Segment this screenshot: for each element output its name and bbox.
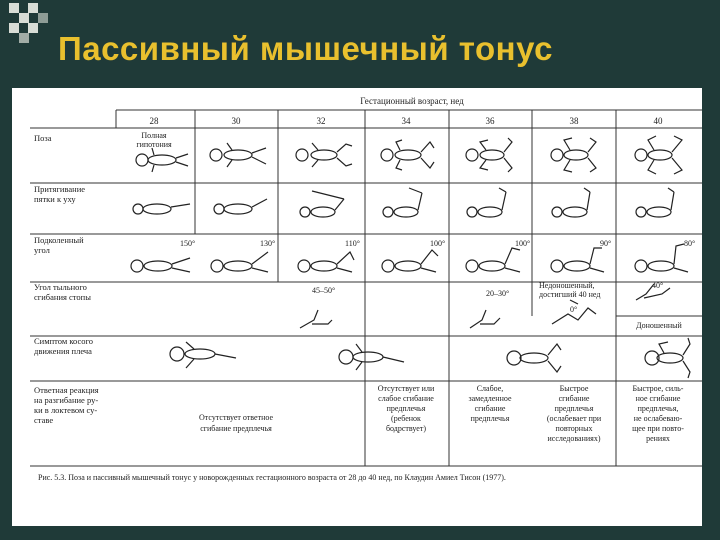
popliteal-figure [298, 252, 354, 272]
dorsiflexion-note: Недоношенный, [539, 281, 595, 290]
elbow-38: повторных [555, 424, 593, 433]
scarf-figure [170, 342, 236, 368]
popliteal-figure [382, 250, 438, 272]
elbow-40: не ослабеваю- [633, 414, 683, 423]
posture-note: Полная [141, 131, 167, 140]
popliteal-angle: 110° [345, 239, 360, 248]
decor-square [9, 23, 19, 33]
decor-square [28, 3, 38, 13]
heel-to-ear-figure [467, 188, 506, 217]
row-label-heel-ear: Притягивание [34, 184, 86, 194]
popliteal-angle: 100° [515, 239, 531, 248]
decor-square [19, 13, 29, 23]
popliteal-figure [551, 248, 604, 272]
row-label-dorsiflexion: сгибания стопы [34, 292, 91, 302]
term-box-label: Доношенный [636, 321, 682, 330]
popliteal-angle: 150° [180, 239, 196, 248]
elbow-34: слабое сгибание [378, 394, 434, 403]
week-36: 36 [485, 116, 495, 126]
elbow-40: щее при повто- [632, 424, 684, 433]
elbow-36: сгибание [474, 404, 506, 413]
popliteal-figure [131, 258, 190, 272]
row-label-elbow-recoil: на разгибание ру- [34, 395, 99, 405]
week-40: 40 [653, 116, 663, 126]
dorsiflexion-zero: 0° [570, 305, 578, 314]
week-34: 34 [401, 116, 411, 126]
header-weeks [150, 116, 664, 126]
elbow-36: предплечья [470, 414, 510, 423]
heel-to-ear-figure [300, 191, 344, 217]
elbow-38: исследованиях) [547, 434, 601, 443]
row-label-posture: Поза [34, 133, 52, 143]
elbow-40: ное сгибание [635, 394, 681, 403]
infant-figure [381, 140, 434, 170]
elbow-34: Отсутствует или [377, 384, 435, 393]
posture-note: гипотония [136, 140, 172, 149]
popliteal-figures [131, 244, 688, 272]
popliteal-figure [466, 248, 520, 272]
heel-to-ear-figure [133, 204, 190, 214]
foot-figure [300, 310, 332, 328]
row-label-popliteal: Подколенный [34, 235, 84, 245]
infant-figure [210, 143, 266, 167]
elbow-38: сгибание [558, 394, 590, 403]
elbow-38: Быстрое [559, 384, 589, 393]
infant-figure [466, 138, 512, 172]
row-label-heel-ear: пятки к уху [34, 194, 76, 204]
popliteal-angles [180, 239, 695, 248]
scarf-figure [339, 344, 404, 370]
decor-square [38, 13, 48, 23]
elbow-34: предплечья [386, 404, 426, 413]
elbow-40: Быстрое, силь- [632, 384, 684, 393]
popliteal-angle: 130° [260, 239, 276, 248]
decor-square [9, 3, 19, 13]
elbow-40: предплечья, [637, 404, 679, 413]
elbow-absent: Отсутствует ответное [199, 413, 273, 422]
row-label-elbow-recoil: ки в локтевом су- [34, 405, 98, 415]
elbow-40: рениях [646, 434, 670, 443]
popliteal-angle: 90° [600, 239, 612, 248]
week-38: 38 [569, 116, 579, 126]
dorsiflexion-texts [312, 281, 683, 330]
dorsiflexion-angle-38: 40° [652, 281, 664, 290]
infant-figure [296, 143, 352, 167]
row-label-dorsiflexion: Угол тыльного [34, 282, 87, 292]
decor-square [19, 33, 29, 43]
heel-to-ear-figures [133, 188, 674, 217]
heel-to-ear-figure [214, 199, 267, 214]
posture-figures [136, 136, 682, 174]
week-32: 32 [316, 116, 326, 126]
header-group-label: Гестационный возраст, нед [360, 96, 464, 106]
elbow-36: замедленное [468, 394, 512, 403]
scarf-figure [645, 338, 690, 378]
popliteal-figure [635, 244, 688, 272]
elbow-response-texts [199, 384, 684, 443]
week-30: 30 [231, 116, 241, 126]
dorsiflexion-early: 45–50° [312, 286, 336, 295]
row-label-popliteal: угол [34, 245, 50, 255]
elbow-absent: сгибание предплечья [200, 424, 272, 433]
infant-figure [635, 136, 682, 174]
heel-to-ear-figure [552, 188, 590, 217]
row-label-scarf-sign: движения плеча [34, 346, 92, 356]
popliteal-figure [211, 252, 268, 272]
week-28: 28 [149, 116, 159, 126]
foot-figure [470, 310, 500, 328]
elbow-34: бодрствует) [385, 424, 427, 433]
gestational-tone-table [12, 88, 702, 526]
figure-caption: Рис. 5.3. Поза и пассивный мышечный тонус у новорожденных гестационного возраста от 28 до 40 нед, по Клаудин Амиел Тисон (1977). [38, 473, 506, 482]
dorsiflexion-figures [300, 284, 670, 328]
table-image [12, 88, 702, 526]
row-label-elbow-recoil: Ответная реакция [34, 385, 99, 395]
decor-square [28, 23, 38, 33]
heel-to-ear-figure [636, 188, 674, 217]
infant-figure [136, 148, 188, 172]
scarf-sign-figures [170, 338, 690, 378]
dorsiflexion-note: достигший 40 нед [539, 290, 601, 299]
heel-to-ear-figure [383, 188, 422, 217]
dorsiflexion-mid: 20–30° [486, 289, 510, 298]
elbow-34: (ребенок [391, 414, 421, 423]
elbow-38: предплечья [554, 404, 594, 413]
popliteal-angle: 100° [430, 239, 446, 248]
popliteal-angle: 80° [684, 239, 696, 248]
elbow-36: Слабое, [476, 384, 504, 393]
row-label-scarf-sign: Симптом косого [34, 336, 94, 346]
scarf-figure [507, 344, 561, 372]
row-label-elbow-recoil: ставе [34, 415, 54, 425]
elbow-38: (ослабевает при [546, 414, 602, 423]
slide-title: Пассивный мышечный тонус [58, 30, 553, 67]
infant-figure [551, 138, 596, 172]
